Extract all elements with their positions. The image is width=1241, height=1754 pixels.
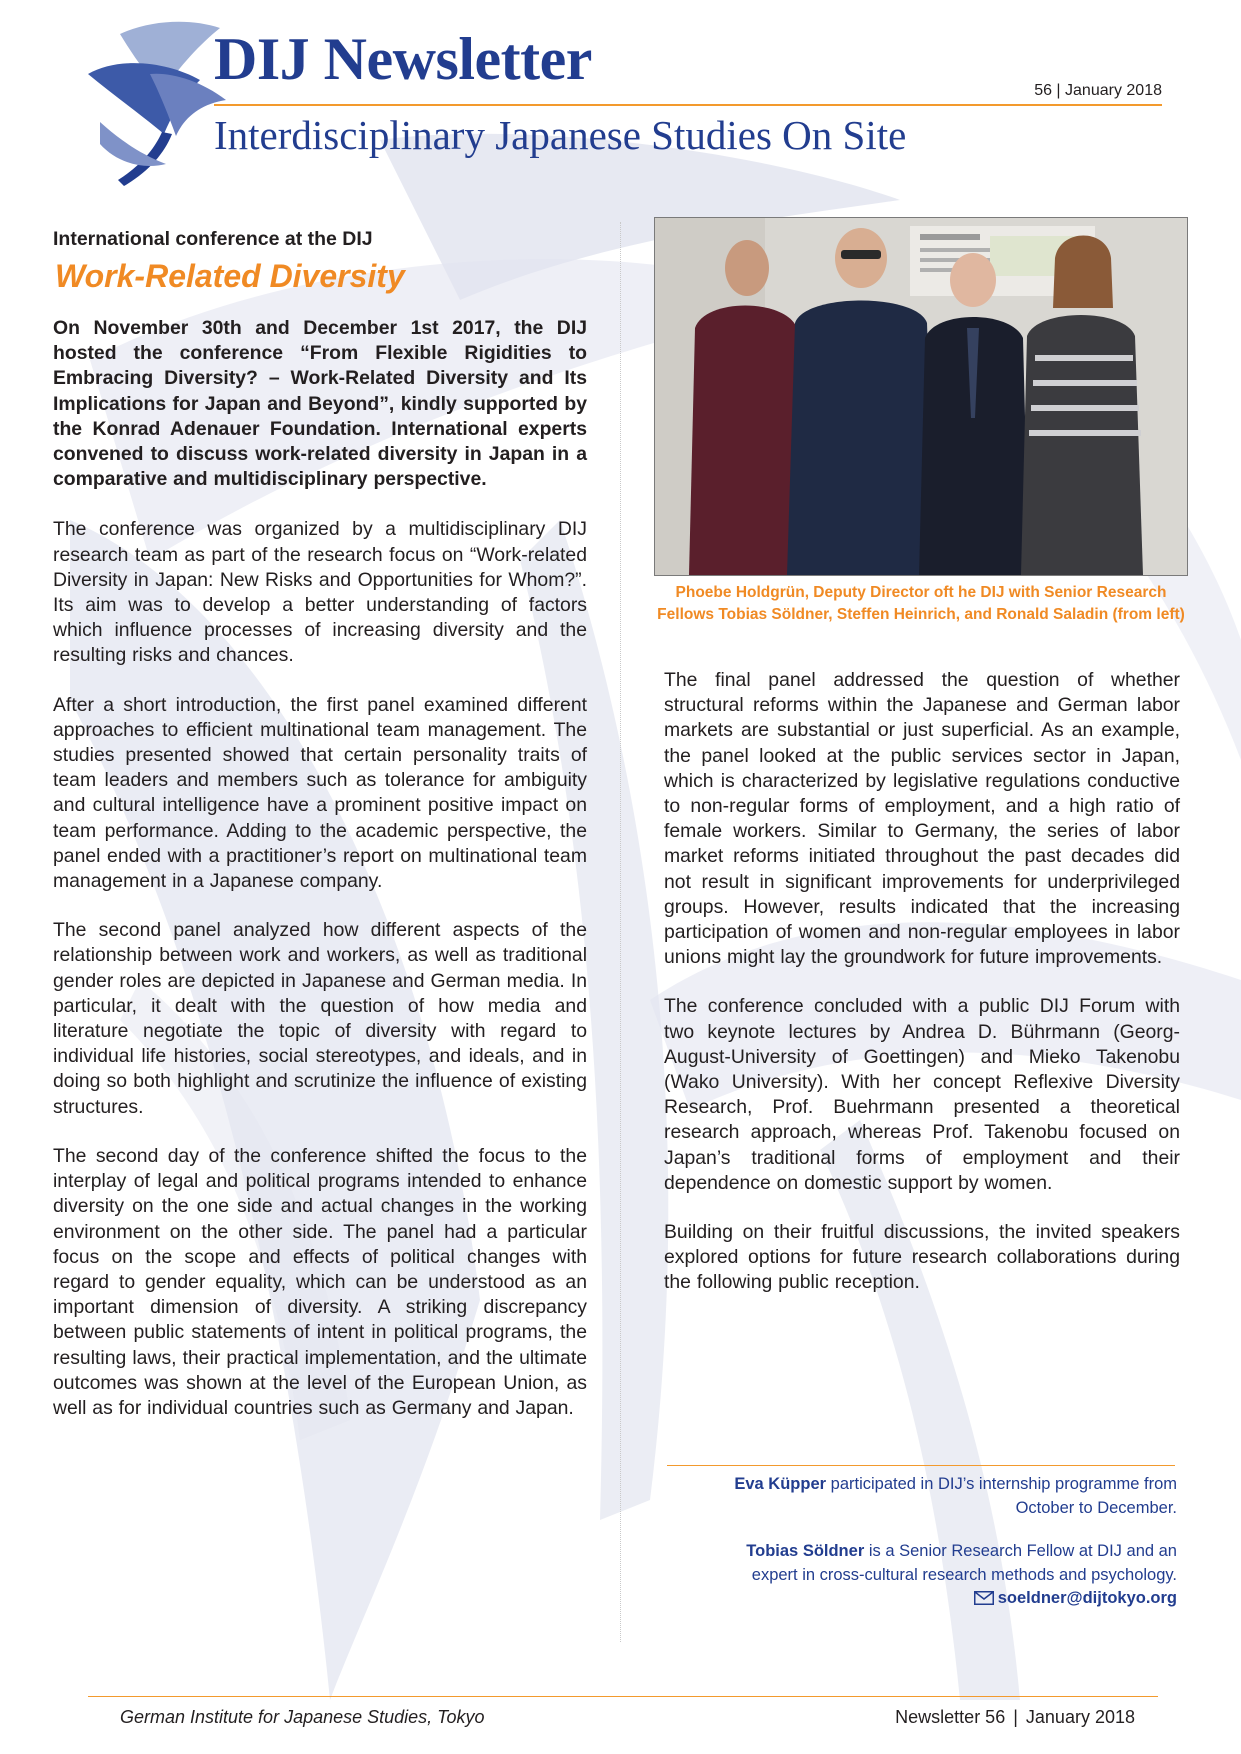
author-box	[717, 1473, 1177, 1610]
dij-ginkgo-logo	[80, 14, 230, 189]
article-headline: Work-Related Diversity	[55, 258, 405, 294]
author-note	[717, 1540, 1177, 1587]
author-description: participated in DIJ’s internship programme from October to December.	[826, 1475, 1177, 1517]
group-photo-illustration	[655, 218, 1187, 575]
footer-institute: German Institute for Japanese Studies, Tokyo	[120, 1707, 485, 1727]
photo-caption: Phoebe Holdgrün, Deputy Director oft he DIJ with Senior Research Fellows Tobias Söldner, Steffen Heinrich, and Ronald Saladin (from left)	[657, 584, 1185, 623]
contact-email-link[interactable]: soeldner@dijtokyo.org	[997, 1589, 1177, 1607]
author-description: is a Senior Research Fellow at DIJ and an expert in cross-cultural research methods and psychology.	[751, 1542, 1177, 1584]
footer-date: January 2018	[1025, 1707, 1135, 1727]
issue-number: 56 | January 2018	[1034, 82, 1162, 99]
contact-email-line	[717, 1587, 1177, 1610]
footer-issue	[895, 1707, 1135, 1728]
footer-separator: |	[1013, 1707, 1018, 1727]
envelope-icon	[974, 1591, 994, 1605]
left-column	[53, 316, 587, 1445]
author-rule	[667, 1465, 1175, 1466]
article-paragraph: The second day of the conference shifted the focus to the interplay of legal and political programs intended to enhance diversity on the one side and actual changes in the working environment on the other side. The panel had a particular focus on the scope and effects of political changes with regard to gender equality, which can be understood as an important dimension of diversity. A striking discrepancy between public statements of intent in political programs, the resulting laws, their practical implementation, and the ultimate outcomes was shown at the level of the European Union, as well as for individual countries such as Germany and Japan.	[53, 1144, 587, 1419]
newsletter-title: DIJ Newsletter	[214, 26, 592, 92]
article-paragraph: The second panel analyzed how different aspects of the relationship between work and workers, as well as traditional gender roles are depicted in Japanese and German media. In particular, it dealt with the question of how media and literature negotiate the topic of diversity with regard to individual life histories, social stereotypes, and ideals, and in doing so both highlight and scrutinize the influence of existing structures.	[53, 919, 587, 1118]
footer-newsletter: Newsletter 56	[895, 1707, 1006, 1727]
right-column	[664, 668, 1180, 1320]
article-paragraph: The conference concluded with a public DIJ Forum with two keynote lectures by Andrea D. Bührmann (Georg-August-University of Goettingen) and Mieko Takenobu (Wako University). With her concept Reflexive Diversity Research, Prof. Buehrmann presented a theoretical research approach, whereas Prof. Takenobu focused on Japan’s traditional forms of employment and their dependence on domestic support by women.	[664, 995, 1180, 1194]
masthead-rule	[214, 104, 1162, 106]
group-photo	[654, 217, 1188, 576]
footer-rule	[88, 1696, 1158, 1697]
article-kicker: International conference at the DIJ	[53, 228, 373, 250]
article-paragraph: After a short introduction, the first panel examined different approaches to efficient multinational team management. The studies presented showed that certain personality traits of team leaders and members such as tolerance for ambiguity and cultural intelligence have a prominent positive impact on team performance. Adding to the academic perspective, the panel ended with a practitioner’s report on multinational team management in a Japanese company.	[53, 693, 587, 893]
newsletter-subtitle: Interdisciplinary Japanese Studies On Site	[214, 112, 907, 158]
article-paragraph: The conference was organized by a multidisciplinary DIJ research team as part of the research focus on “Work-related Diversity in Japan: New Risks and Opportunities for Whom?”. Its aim was to develop a better understanding of factors which influence processes of increasing diversity and the resulting risks and chances.	[53, 518, 587, 667]
article-lead: On November 30th and December 1st 2017, the DIJ hosted the conference “From Flexible Rigidities to Embracing Diversity? – Work-Related Diversity and Its Implications for Japan and Beyond”, kindly supported by the Konrad Adenauer Foundation. International experts convened to discuss work-related diversity in Japan in a comparative and multidisciplinary perspective.	[53, 317, 587, 491]
author-name: Tobias Söldner	[746, 1542, 865, 1560]
column-divider	[620, 222, 621, 1642]
article-paragraph: The final panel addressed the question of whether structural reforms within the Japanese and German labor markets are substantial or just superficial. As an example, the panel looked at the public services sector in Japan, which is characterized by legislative regulations conductive to non-regular forms of employment, and a high ratio of female workers. Similar to Germany, the series of labor market reforms initiated throughout the past decades did not result in significant improvements for underprivileged groups. However, results indicated that the increasing participation of women and non-regular employees in labor unions might lay the groundwork for future improvements.	[664, 669, 1180, 969]
article-paragraph: Building on their fruitful discussions, the invited speakers explored options for future research collaborations during the following public reception.	[664, 1221, 1180, 1294]
author-note	[717, 1473, 1177, 1520]
author-name: Eva Küpper	[734, 1475, 827, 1493]
